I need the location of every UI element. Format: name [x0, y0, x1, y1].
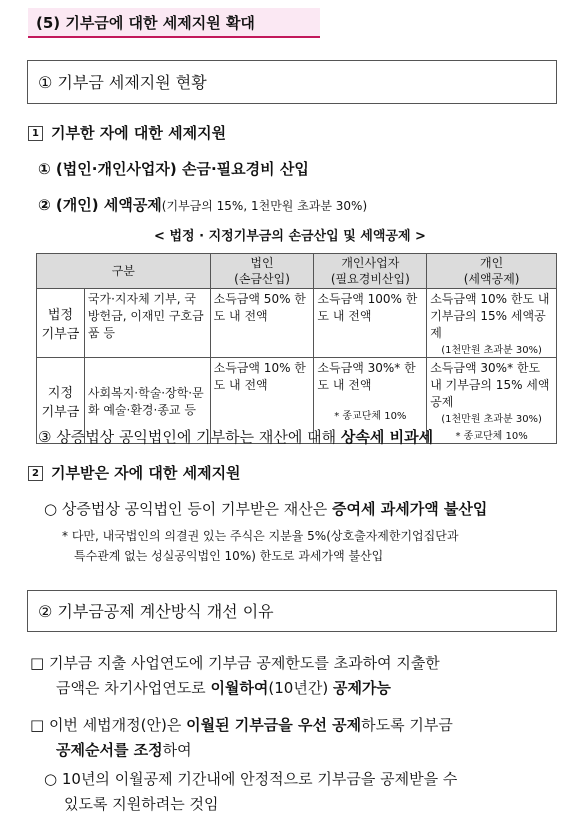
row-business: 소득금액 100% 한도 내 전액 [314, 289, 427, 358]
individual-text: 소득금액 10% 한도 내 기부금의 15% 세액공제 [430, 292, 550, 340]
row-corporate: 소득금액 50% 한도 내 전액 [210, 289, 314, 358]
item-bold-text: 상속세 비과세 [340, 428, 434, 446]
section-box-improvement-reason: ② 기부금공제 계산방식 개선 이유 [27, 590, 557, 632]
text-run: 하여 [162, 741, 192, 759]
bullet-text: ○ 상증법상 공익법인 등이 기부받은 재산은 [44, 500, 333, 518]
item-individual-credit [38, 194, 367, 215]
bold-run: 공제가능 [332, 679, 391, 697]
table-title: < 법정 · 지정기부금의 손금산입 및 세액공제 > [154, 229, 426, 244]
footnote [62, 526, 458, 566]
paragraph-carryover [30, 651, 440, 701]
bold-run: 이월하여 [210, 679, 269, 697]
paragraph-line: ○ 10년의 이월공제 기간내에 안정적으로 기부금을 공제받을 수 [44, 770, 458, 788]
business-note: * 종교단체 10% [334, 411, 407, 422]
subsection-title: 기부한 자에 대한 세제지원 [51, 124, 227, 142]
paragraph-reform [30, 713, 453, 763]
section-box-current-support: ① 기부금 세제지원 현황 [27, 60, 557, 104]
paragraph-purpose [44, 767, 457, 817]
number-box-icon: 2 [28, 466, 43, 481]
row-individual [427, 289, 557, 358]
bold-run: 공제순서를 조정 [56, 741, 163, 759]
footnote-line: * 다만, 내국법인의 의결권 있는 주식은 지분율 5%(상호출자제한기업집단과 [62, 529, 459, 543]
row-individual [427, 358, 557, 444]
row-desc: 국가·지자체 기부, 국방헌금, 이재민 구호금품 등 [84, 289, 210, 358]
section-header: (5) 기부금에 대한 세제지원 확대 [28, 8, 320, 38]
subsection-donor-support [28, 122, 226, 143]
item-main-text: ② (개인) 세액공제 [38, 196, 162, 214]
individual-note-2: * 종교단체 10% [455, 431, 528, 442]
bold-run: 이월된 기부금을 우선 공제 [186, 716, 362, 734]
table-header-row [37, 254, 557, 289]
text-run: 금액은 차기사업연도로 [56, 679, 211, 697]
header-individual: 개인 (세액공제) [427, 254, 557, 289]
individual-text: 소득금액 30%* 한도 내 기부금의 15% 세액공제 [430, 361, 550, 409]
item-corporate-deduction: ① (법인·개인사업자) 손금·필요경비 산입 [38, 160, 309, 178]
individual-note: (1천만원 초과분 30%) [441, 414, 542, 425]
footnote-line: 특수관계 없는 성실공익법인 10%) 한도로 과세가액 불산입 [74, 549, 384, 563]
header-category: 구분 [37, 254, 211, 289]
item-text: ③ 상증법상 공익법인에 기부하는 재산에 대해 [38, 428, 341, 446]
row-desc: 사회복지·학술·장학·문화 예술·환경·종교 등 [84, 358, 210, 444]
bullet-bold-text: 증여세 과세가액 불산입 [332, 500, 488, 518]
text-run: (10년간) [268, 679, 333, 697]
subsection-title: 기부받은 자에 대한 세제지원 [51, 464, 241, 482]
paragraph-line: 있도록 지원하려는 것임 [64, 795, 219, 813]
bullet-gift-tax [44, 498, 487, 519]
paragraph-line [30, 738, 453, 763]
header-business: 개인사업자 (필요경비산입) [314, 254, 427, 289]
paragraph-line [30, 676, 440, 701]
paragraph-line: □ 기부금 지출 사업연도에 기부금 공제한도를 초과하여 지출한 [30, 654, 440, 672]
table-row [37, 289, 557, 358]
business-text: 소득금액 30%* 한도 내 전액 [317, 361, 416, 392]
number-box-icon: 1 [28, 126, 43, 141]
item-paren-text: (기부금의 15%, 1천만원 초과분 30%) [161, 199, 368, 213]
individual-note: (1천만원 초과분 30%) [441, 345, 542, 356]
row-category: 지정 기부금 [37, 358, 85, 444]
header-corporate: 법인 (손금산입) [210, 254, 314, 289]
row-category: 법정 기부금 [37, 289, 85, 358]
text-run: □ 이번 세법개정(안)은 [30, 716, 187, 734]
subsection-recipient-support [28, 462, 241, 483]
paragraph-line [30, 713, 453, 738]
text-run: 하도록 기부금 [361, 716, 453, 734]
deduction-table [36, 253, 557, 444]
item-inheritance-tax [38, 426, 433, 447]
row-corporate: 소득금액 10% 한도 내 전액 [210, 358, 314, 444]
